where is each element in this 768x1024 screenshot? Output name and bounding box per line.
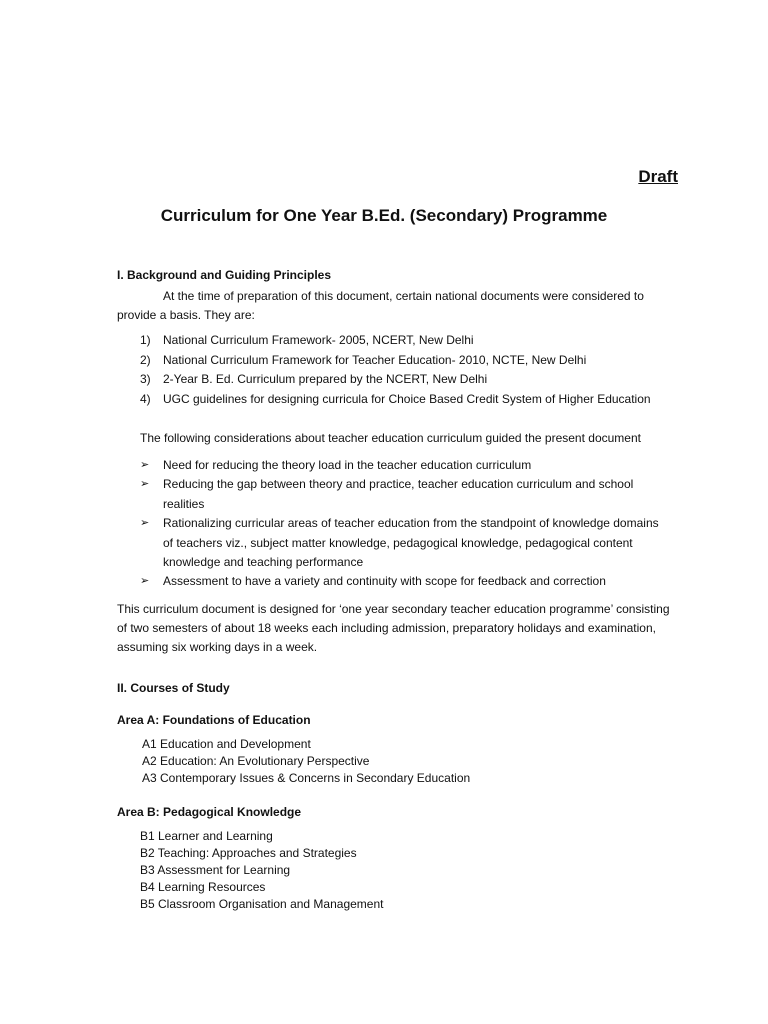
list-item: B3 Assessment for Learning — [140, 863, 291, 877]
list-item — [140, 351, 680, 371]
considerations-list — [140, 456, 670, 592]
closing-paragraph: This curriculum document is designed for ‘one year secondary teacher education programme’ consisting of two semesters of about 18 weeks each including admission, preparatory holidays and examination, assuming six working days in a week. — [117, 602, 670, 654]
list-item: B1 Learner and Learning — [140, 829, 273, 843]
list-text: Need for reducing the theory load in the teacher education curriculum — [163, 458, 532, 472]
list-item: A1 Education and Development — [142, 737, 311, 751]
list-text: 2-Year B. Ed. Curriculum prepared by the NCERT, New Delhi — [163, 372, 488, 387]
list-text: Rationalizing curricular areas of teacher education from the standpoint of knowledge domains of teachers viz., subject matter knowledge, pedagogical knowledge, pedagogical content knowledge and teaching performance — [163, 516, 659, 570]
list-text: National Curriculum Framework- 2005, NCERT, New Delhi — [163, 333, 474, 347]
list-item: B4 Learning Resources — [140, 880, 266, 894]
list-item — [140, 572, 670, 591]
list-text: Reducing the gap between theory and practice, teacher education curriculum and school realities — [163, 477, 634, 511]
page-title: Curriculum for One Year B.Ed. (Secondary) Programme — [160, 206, 608, 225]
list-text: UGC guidelines for designing curricula for Choice Based Credit System of Higher Education — [163, 392, 651, 407]
list-item — [140, 390, 680, 410]
area-a-list — [142, 736, 470, 787]
arrow-bullet-icon: ➢ — [140, 517, 150, 530]
section-1-intro: At the time of preparation of this document, certain national documents were considered to provide a basis. They are: — [117, 289, 644, 322]
list-number: 3) — [140, 372, 151, 387]
list-item — [140, 514, 670, 572]
area-b-heading: Area B: Pedagogical Knowledge — [117, 805, 302, 819]
area-b-list — [140, 828, 383, 913]
list-item — [140, 370, 680, 390]
documents-list — [140, 331, 680, 410]
list-item: A2 Education: An Evolutionary Perspective — [142, 754, 370, 768]
list-item: A3 Contemporary Issues & Concerns in Secondary Education — [142, 771, 471, 785]
draft-label: Draft — [638, 167, 678, 186]
list-item: B2 Teaching: Approaches and Strategies — [140, 846, 357, 860]
list-item — [140, 456, 670, 475]
list-item — [140, 331, 680, 351]
list-number: 1) — [140, 333, 151, 347]
list-text: Assessment to have a variety and continuity with scope for feedback and correction — [163, 574, 606, 589]
list-item — [140, 475, 670, 514]
area-a-heading: Area A: Foundations of Education — [117, 713, 311, 727]
arrow-bullet-icon: ➢ — [140, 575, 150, 588]
list-number: 4) — [140, 392, 151, 407]
list-number: 2) — [140, 352, 151, 367]
arrow-bullet-icon: ➢ — [140, 478, 150, 491]
arrow-bullet-icon: ➢ — [140, 459, 150, 471]
list-item: B5 Classroom Organisation and Management — [140, 897, 384, 911]
section-2-heading: II. Courses of Study — [117, 681, 230, 695]
considerations-intro: The following considerations about teacher education curriculum guided the present document — [140, 431, 641, 445]
section-1-heading: I. Background and Guiding Principles — [117, 268, 332, 282]
list-text: National Curriculum Framework for Teacher Education- 2010, NCTE, New Delhi — [163, 352, 587, 367]
